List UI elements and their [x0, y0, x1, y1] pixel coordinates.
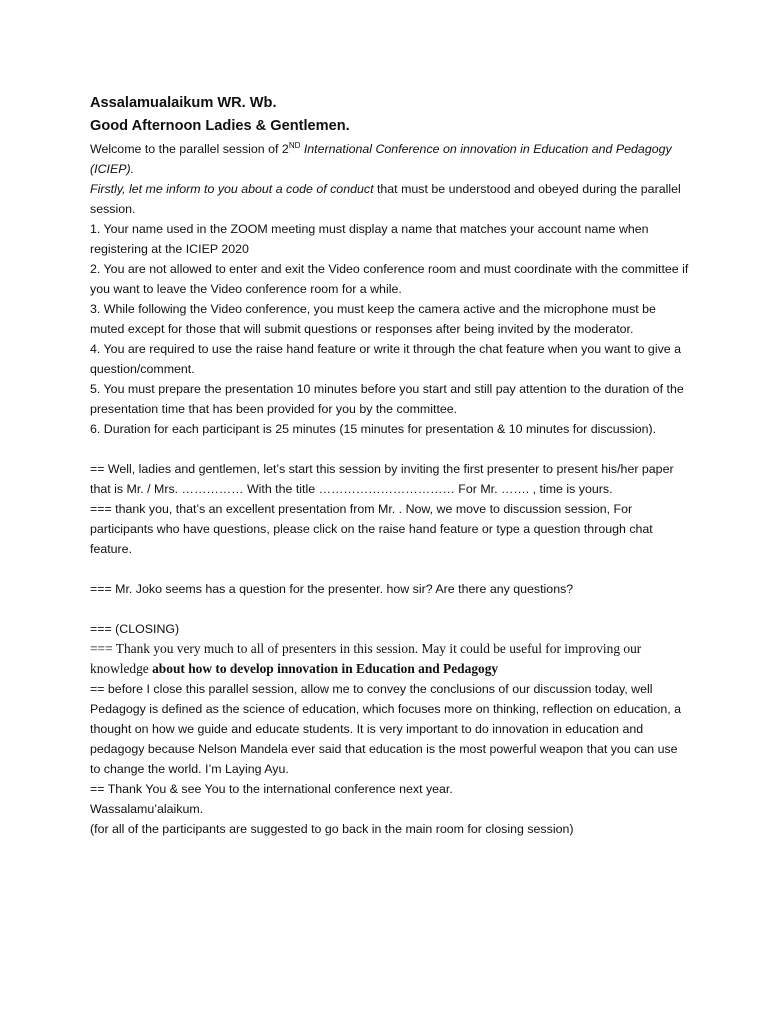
salutation-heading: Good Afternoon Ladies & Gentlemen. [90, 118, 350, 134]
script-thanks: === thank you, that’s an excellent presentation from Mr. . Now, we move to discussion session, For participants who have questions, please click on the raise hand feature or type a question through chat feature. [90, 502, 653, 556]
intro-italic: Firstly, let me inform to you about a code of conduct [90, 182, 374, 196]
welcome-ordinal: ND [288, 140, 301, 150]
rule-1: 1. Your name used in the ZOOM meeting must display a name that matches your account name when registering at the ICIEP 2020 [90, 222, 649, 256]
script-start: == Well, ladies and gentlemen, let’s start this session by inviting the first presenter to present his/her paper that is Mr. / Mrs. …………… With the title …………………………… For Mr. ……. , time is yours. [90, 462, 674, 496]
blank-line [90, 599, 690, 619]
closing-see-you: == Thank You & see You to the international conference next year. [90, 782, 453, 796]
closing-farewell: Wassalamu’alaikum. [90, 802, 204, 816]
rule-5: 5. You must prepare the presentation 10 minutes before you start and still pay attention to the duration of the presentation time that has been provided for you by the committee. [90, 382, 684, 416]
blank-line [90, 559, 690, 579]
welcome-prefix: Welcome to the parallel session of 2 [90, 142, 289, 156]
script-question: === Mr. Joko seems has a question for the presenter. how sir? Are there any questions? [90, 582, 574, 596]
rule-3: 3. While following the Video conference, you must keep the camera active and the microphone must be muted except for those that will submit questions or responses after being invited by the moderator. [90, 302, 656, 336]
greeting-heading: Assalamualaikum WR. Wb. [90, 95, 277, 111]
rule-6: 6. Duration for each participant is 25 minutes (15 minutes for presentation & 10 minutes for discussion). [90, 422, 657, 436]
closing-thanks-plain: === Thank you very much to all of presenters in this session. May it could be useful for improving our knowledge [90, 641, 642, 676]
rule-4: 4. You are required to use the raise hand feature or write it through the chat feature when you want to give a question/comment. [90, 342, 681, 376]
closing-note: (for all of the participants are suggested to go back in the main room for closing session) [90, 822, 574, 836]
closing-thanks [90, 639, 690, 679]
intro-plain: that must be understood and obeyed during the parallel session. [90, 182, 681, 216]
closing-label: === (CLOSING) [90, 622, 180, 636]
closing-conclusion: == before I close this parallel session, allow me to convey the conclusions of our discussion today, well Pedagogy is defined as the science of education, which focuses more on thinking, reflection on education, a thought on how we guide and educate students. It is very important to do innovation in education and pedagogy because Nelson Mandela ever said that education is the most powerful weapon that you can use to change the world. I’m Laying Ayu. [90, 682, 681, 776]
document-page [90, 92, 690, 839]
welcome-suffix: International Conference on innovation in Education and Pedagogy (ICIEP). [90, 142, 672, 176]
closing-thanks-bold: about how to develop innovation in Education and Pedagogy [152, 661, 499, 676]
intro-paragraph [90, 179, 690, 219]
welcome-paragraph [90, 139, 690, 179]
blank-line [90, 439, 690, 459]
rule-2: 2. You are not allowed to enter and exit the Video conference room and must coordinate with the committee if you want to leave the Video conference room for a while. [90, 262, 689, 296]
